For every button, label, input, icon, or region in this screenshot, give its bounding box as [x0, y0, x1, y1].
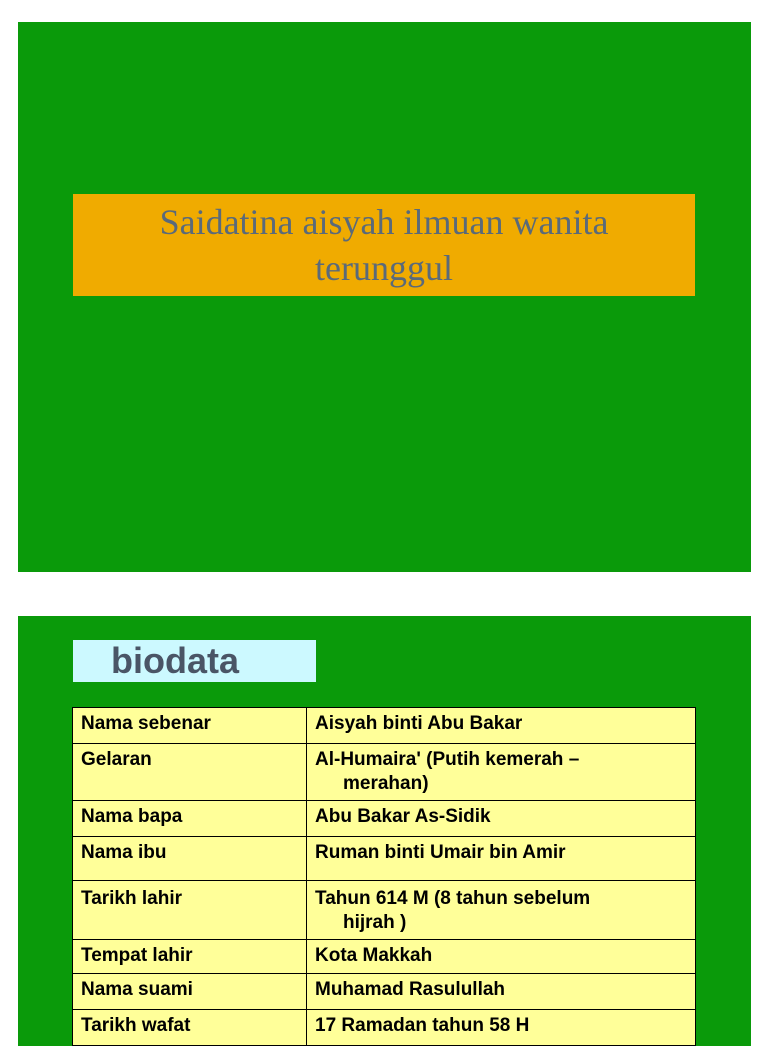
row-value-text: Aisyah binti Abu Bakar: [315, 713, 523, 734]
row-value-text: Tahun 614 M (8 tahun sebelum: [315, 888, 591, 909]
table-row: [73, 708, 696, 744]
row-value-text: Muhamad Rasulullah: [315, 979, 506, 1000]
row-label: Tarikh lahir: [73, 881, 307, 940]
row-value-continuation: merahan): [343, 773, 429, 794]
biodata-heading: biodata: [111, 640, 240, 681]
row-value-text: Kota Makkah: [315, 945, 433, 966]
row-label: Nama sebenar: [73, 708, 307, 744]
row-label: Gelaran: [73, 744, 307, 801]
row-value: [307, 974, 696, 1010]
row-value-text: Al-Humaira' (Putih kemerah –: [315, 749, 580, 770]
row-value: [307, 881, 696, 940]
title-line-1: Saidatina aisyah ilmuan wanita: [159, 202, 609, 242]
table-row: [73, 837, 696, 881]
table-row: [73, 801, 696, 837]
biodata-table: [72, 707, 696, 1046]
row-value: [307, 708, 696, 744]
table-row: [73, 974, 696, 1010]
title-box: [73, 194, 695, 296]
table-row: [73, 744, 696, 801]
row-label: Nama bapa: [73, 801, 307, 837]
row-value: [307, 1010, 696, 1046]
row-value: [307, 801, 696, 837]
table-row: [73, 881, 696, 940]
row-label: Nama ibu: [73, 837, 307, 881]
row-label: Nama suami: [73, 974, 307, 1010]
row-value: [307, 837, 696, 881]
row-value-text: Abu Bakar As-Sidik: [315, 806, 491, 827]
row-value: [307, 940, 696, 974]
table-row: [73, 1010, 696, 1046]
row-value-text: Ruman binti Umair bin Amir: [315, 842, 566, 863]
table-row: [73, 940, 696, 974]
row-label: Tempat lahir: [73, 940, 307, 974]
title-line-2: terunggul: [315, 248, 453, 288]
row-value-text: 17 Ramadan tahun 58 H: [315, 1015, 530, 1036]
slide-title: [18, 22, 751, 572]
row-label: Tarikh wafat: [73, 1010, 307, 1046]
slide-title-text: [114, 199, 654, 291]
biodata-heading-box: [73, 640, 316, 682]
row-value: [307, 744, 696, 801]
slide-biodata: [18, 616, 751, 1046]
row-value-continuation: hijrah ): [343, 912, 407, 933]
